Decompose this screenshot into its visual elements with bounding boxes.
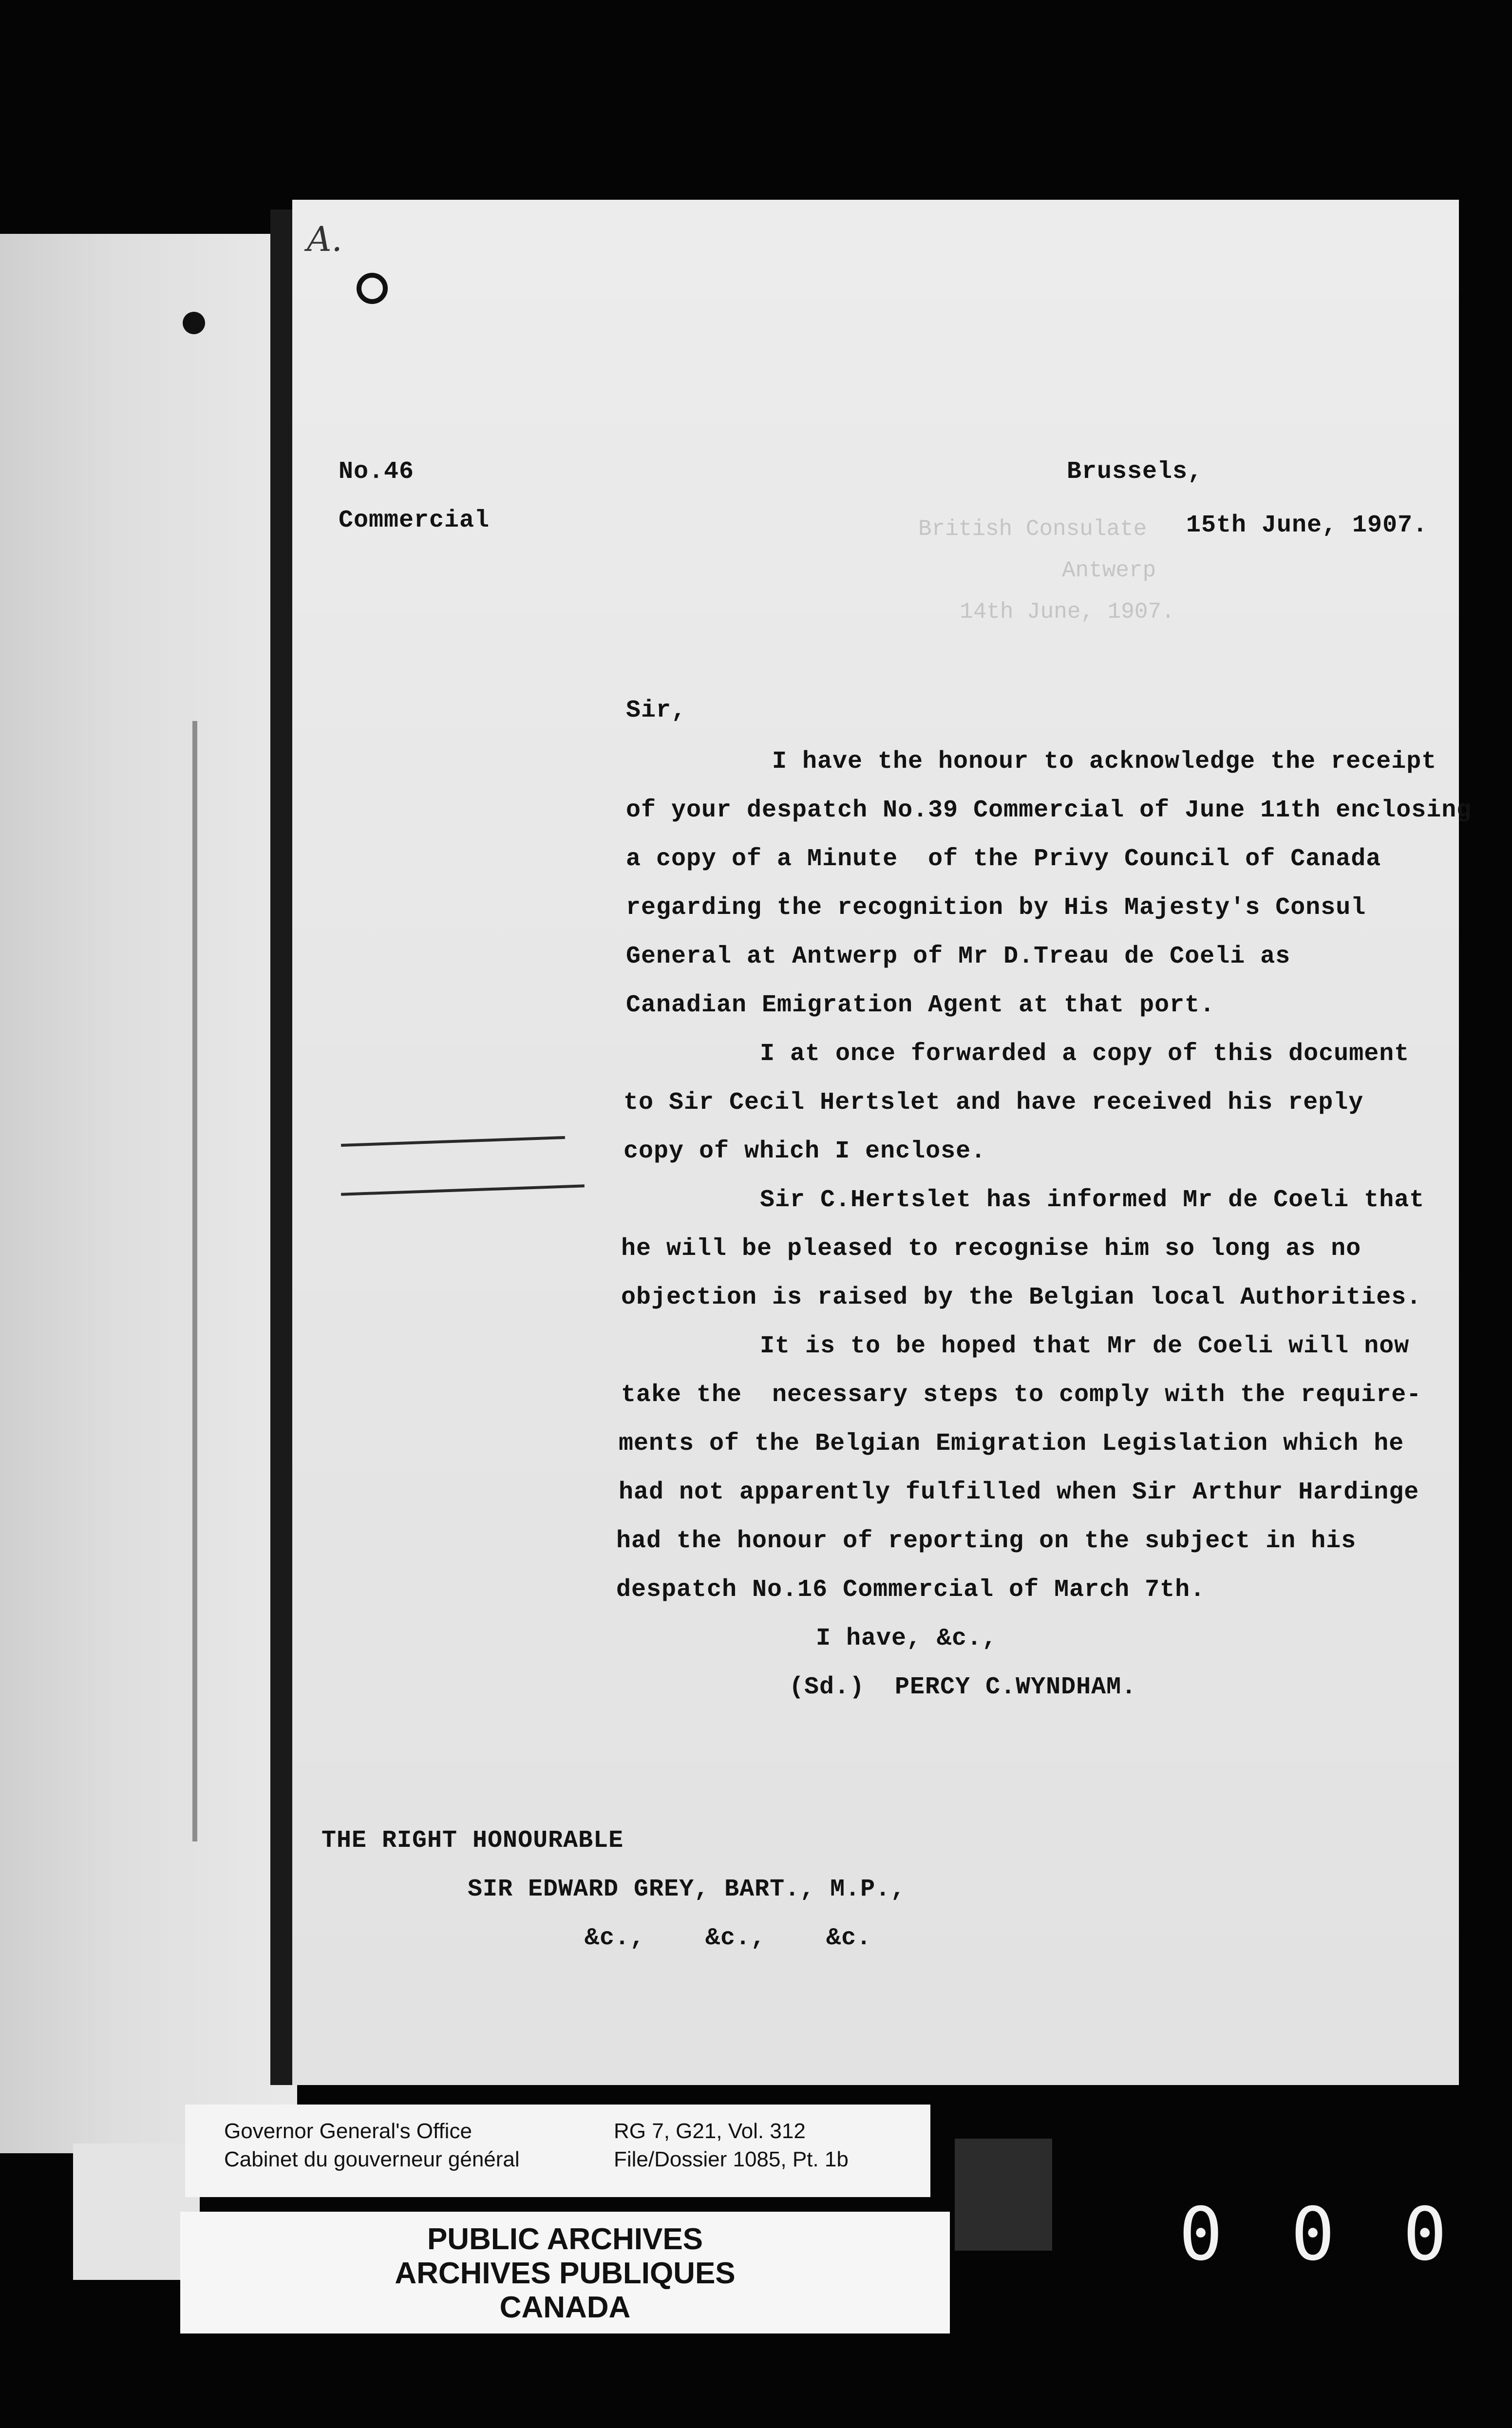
body-line: regarding the recognition by His Majesty's Consul bbox=[626, 894, 1366, 922]
body-line: Canadian Emigration Agent at that port. bbox=[626, 991, 1215, 1019]
body-line: Sir C.Hertslet has informed Mr de Coeli that bbox=[760, 1186, 1425, 1214]
stamp-line-3: CANADA bbox=[499, 2291, 631, 2324]
body-line: take the necessary steps to comply with the require- bbox=[621, 1381, 1422, 1409]
bleed-through-line: British Consulate bbox=[918, 516, 1147, 542]
body-line: ments of the Belgian Emigration Legislation which he bbox=[619, 1430, 1404, 1458]
body-line: had the honour of reporting on the subject in his bbox=[616, 1527, 1357, 1555]
body-line: despatch No.16 Commercial of March 7th. bbox=[616, 1576, 1206, 1604]
stamp-line-2: ARCHIVES PUBLIQUES bbox=[395, 2257, 736, 2290]
reference-line-2: File/Dossier 1085, Pt. 1b bbox=[614, 2147, 849, 2171]
addressee-etc: &c., &c., &c. bbox=[585, 1924, 872, 1952]
reference-line-1: RG 7, G21, Vol. 312 bbox=[614, 2119, 806, 2143]
bleed-through-line: Antwerp bbox=[1062, 558, 1156, 583]
punch-hole bbox=[183, 312, 205, 334]
body-line: objection is raised by the Belgian local Authorities. bbox=[621, 1284, 1422, 1311]
public-archives-stamp bbox=[180, 2212, 950, 2333]
body-line: General at Antwerp of Mr D.Treau de Coeli as bbox=[626, 943, 1291, 970]
body-line: of your despatch No.39 Commercial of June 11th enclosing bbox=[626, 797, 1472, 824]
place: Brussels, bbox=[1067, 458, 1203, 486]
corner-mark: A. bbox=[307, 219, 342, 259]
body-line: I at once forwarded a copy of this document bbox=[760, 1040, 1410, 1068]
body-line: I have the honour to acknowledge the receipt bbox=[772, 748, 1437, 776]
body-line: copy of which I enclose. bbox=[624, 1138, 986, 1165]
archive-reference-label bbox=[185, 2105, 930, 2197]
frame-counter-digit: 0 bbox=[1403, 2192, 1447, 2277]
addressee-name: SIR EDWARD GREY, BART., M.P., bbox=[468, 1876, 906, 1903]
office-en: Governor General's Office bbox=[224, 2119, 472, 2143]
body-line: he will be pleased to recognise him so long as no bbox=[621, 1235, 1361, 1263]
frame-counter-digit: 0 bbox=[1179, 2192, 1223, 2277]
stamp-line-1: PUBLIC ARCHIVES bbox=[427, 2222, 703, 2256]
frame-counter-digit: 0 bbox=[1291, 2192, 1335, 2277]
date: 15th June, 1907. bbox=[1186, 512, 1428, 539]
closing: I have, &c., bbox=[816, 1625, 998, 1652]
office-fr: Cabinet du gouverneur général bbox=[224, 2147, 520, 2171]
paper-edge-shadow bbox=[270, 209, 295, 2085]
left-binding-strip bbox=[0, 234, 297, 2153]
pen-stroke bbox=[341, 1136, 565, 1147]
document-page bbox=[292, 200, 1472, 2085]
body-line: to Sir Cecil Hertslet and have received his reply bbox=[624, 1089, 1364, 1117]
salutation: Sir, bbox=[626, 697, 687, 724]
body-line: It is to be hoped that Mr de Coeli will now bbox=[760, 1332, 1410, 1360]
bleed-through-line: 14th June, 1907. bbox=[960, 599, 1175, 625]
dark-patch bbox=[955, 2139, 1052, 2251]
document-category: Commercial bbox=[339, 507, 490, 534]
ring-icon bbox=[357, 273, 388, 304]
body-line: a copy of a Minute of the Privy Council of Canada bbox=[626, 845, 1381, 873]
signature: (Sd.) PERCY C.WYNDHAM. bbox=[789, 1673, 1137, 1701]
addressee-title: THE RIGHT HONOURABLE bbox=[321, 1827, 624, 1855]
document-number: No.46 bbox=[339, 458, 415, 486]
pen-stroke bbox=[341, 1184, 585, 1195]
binding-line bbox=[192, 721, 197, 1841]
body-line: had not apparently fulfilled when Sir Arthur Hardinge bbox=[619, 1479, 1419, 1506]
